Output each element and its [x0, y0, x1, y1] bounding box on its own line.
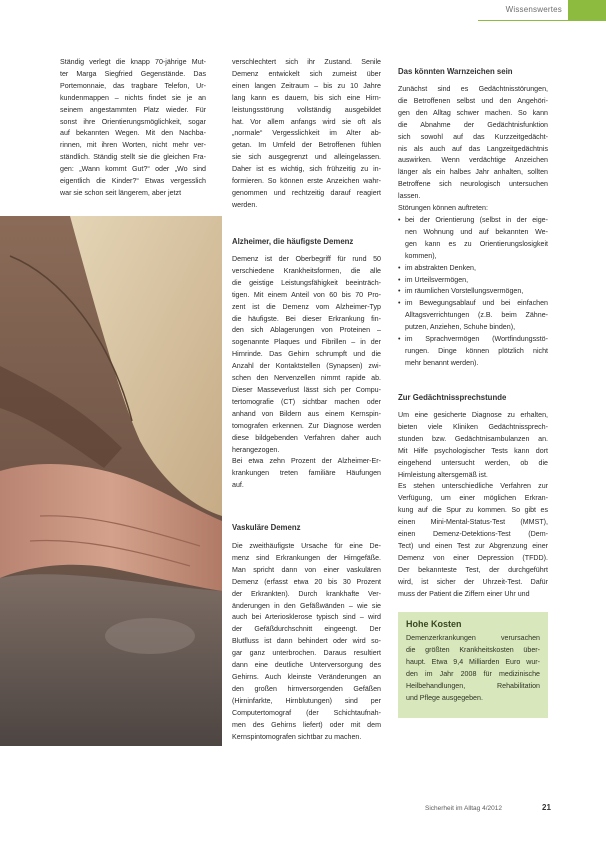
alzheimer-paragraph-1 — [232, 254, 381, 456]
photo-highlight — [105, 618, 195, 654]
bullet-item — [398, 275, 548, 287]
text-line: Demenz (erfasst etwa 20 bis 30 Prozent — [232, 577, 381, 586]
text-line: ter Marga Siegfried Gegenstände. Das — [60, 69, 206, 78]
text-line: Alltagsverrichtungen (z.B. beim Zähne- — [405, 311, 548, 320]
text-line: einen langen Zeitraum – bis zu 10 Jahre — [232, 81, 381, 90]
text-line: den im Jahr 2008 für medizinische — [406, 669, 540, 678]
text-line: den sich Ablagerungen von Proteinen – — [232, 326, 381, 335]
article-photo — [0, 216, 222, 746]
text-line: kundenmappen – nichts findet sie je an — [60, 93, 206, 102]
text-line: tigen. Mit einem Anteil von 60 bis 70 Pro- — [232, 290, 381, 299]
text-line: haupt. Etwa 9,4 Milliarden Euro wur- — [406, 657, 540, 666]
text-line: dann eine deutliche Unterversorgung des — [232, 661, 381, 670]
sprechstunde-paragraph-1 — [398, 410, 548, 481]
text-line: sogenannte Plaques und Fibrillen – in der — [232, 338, 381, 347]
text-line: die häufigste. Bei dieser Erkrankung fin- — [232, 314, 381, 323]
text-line: einen Mini-Mental-Status-Test (MMST), — [398, 518, 548, 527]
text-line: Dieser Masseverlust lässt sich per Compu- — [232, 385, 381, 394]
bullet-item — [398, 298, 548, 334]
text-line: sonst ihre Orientierungsmöglichkeit, sogar — [60, 117, 206, 126]
text-line: lassen. — [398, 192, 421, 201]
text-line: Ständig verlegt die knapp 70-jährige Mut- — [60, 58, 206, 66]
photo-lower-fabric — [0, 574, 222, 746]
info-box-kosten — [398, 612, 548, 718]
text-line: Demenz ist der Oberbegriff für rund 50 — [232, 255, 381, 263]
text-line: änderungen in den Gefäßwänden – wie sie — [232, 601, 381, 610]
text-line: genommen und rechtzeitig darauf reagiert — [232, 188, 381, 197]
text-line: menz sind Erkrankungen der Hirngefäße. — [232, 553, 381, 562]
text-line: eigentlich die Kinder?“ Etwas vergesslich — [60, 177, 206, 186]
text-line: bei der Orientierung (selbst in der eige- — [405, 215, 548, 224]
text-line: Computertomograf (der Schichtaufnah- — [232, 708, 381, 717]
bullet-marker: • — [398, 287, 401, 296]
text-line: im Sprachvermögen (Wortfindungsstö- — [405, 335, 548, 344]
heading-vaskulaer: Vaskuläre Demenz — [232, 523, 301, 532]
text-line: die größten Krankheitskosten über- — [406, 645, 540, 654]
text-line: kung auf die Spur zu kommen. So gibt es — [398, 506, 548, 515]
heading-warnzeichen: Das könnten Warnzeichen sein — [398, 67, 513, 76]
text-line: Hirnleistung altersgemäß ist. — [398, 470, 488, 479]
text-line: Um eine gesicherte Diagnose zu erhalten, — [398, 411, 548, 419]
text-line: war sie schon seit längerem, aber jetzt — [60, 188, 182, 197]
text-line: auf. — [232, 481, 244, 490]
bullet-text — [405, 263, 548, 275]
bullet-marker: • — [398, 299, 401, 308]
text-line: der Erkrankten). Durch krankhafte Ver- — [232, 589, 381, 598]
text-line: ständlich. Ständig stellt sie die gleichen Fra- — [60, 153, 206, 162]
text-line: Gehirns. Auch kleinste Veränderungen an — [232, 672, 381, 681]
text-line: kommen), — [405, 251, 437, 260]
bullet-text — [405, 298, 548, 334]
text-line: den großen hirnversorgenden Gefäßen — [232, 684, 381, 693]
heading-alzheimer: Alzheimer, die häufigste Demenz — [232, 237, 354, 246]
text-line: Zunächst sind es Gedächtnisstörungen, — [398, 85, 548, 93]
text-line: nen Wohnung und auf bekannten We- — [405, 227, 548, 236]
alzheimer-paragraph — [232, 254, 381, 492]
text-line: auswirken. Wenn verdächtige Anzeichen — [398, 156, 548, 165]
text-line: die Betroffenen selbst und den Angehöri- — [398, 96, 548, 105]
bullet-item — [398, 286, 548, 298]
header-rule — [478, 20, 606, 21]
bullet-marker: • — [398, 215, 401, 224]
text-line: bieten viele Kliniken Gedächtnissprech- — [398, 422, 548, 431]
text-line: im Urteilsvermögen, — [405, 275, 469, 284]
text-line: (Hirninfarkte, Hirnblutungen) sind per — [232, 696, 381, 705]
text-line: länger als ein halbes Jahr anhalten, sollten — [398, 168, 548, 177]
text-line: men des Gehirns liefert) oder mit dem — [232, 720, 381, 729]
text-line: Demenz von einer Depression (TFDD). — [398, 553, 548, 562]
alzheimer-paragraph-2 — [232, 456, 381, 492]
text-line: gen kann es zu Orientierungslosigkeit — [405, 239, 548, 248]
text-line: schen den Nervenzellen nimmt rapide ab. — [232, 374, 381, 383]
section-label: Wissenswertes — [505, 5, 562, 14]
page-number: 21 — [542, 803, 551, 812]
text-line: auch bei Arteriosklerose typisch sind – wird — [232, 613, 381, 622]
bullet-marker: • — [398, 275, 401, 284]
text-line: zent ist die Demenz vom Alzheimer-Typ — [232, 302, 381, 311]
text-line: rinnen, mit ihren Worten, nicht mehr ver- — [60, 141, 206, 150]
bullet-text — [405, 334, 548, 370]
text-line: der Gefäßdurchschnitt eingeengt. Der — [232, 625, 381, 634]
warnzeichen-paragraph — [398, 84, 548, 203]
text-line: diese bildgebenden Verfahren daher auch — [232, 433, 381, 442]
text-line: Verfügung, um einer möglichen Erkran- — [398, 494, 548, 503]
text-line: tomografen erkennen. Zur Diagnose werden — [232, 421, 381, 430]
text-line: Es stehen unterschiedliche Verfahren zur — [398, 482, 548, 491]
text-line: die geistige Leistungsfähigkeit beeinträch- — [232, 278, 381, 287]
text-line: eingehend untersucht werden, ob die — [398, 458, 548, 467]
text-line: Betroffene sich neurologisch untersuchen — [398, 180, 548, 189]
text-line: Die zweithäufigste Ursache für eine De- — [232, 542, 381, 550]
text-line: Kernspintomografen sichtbar zu machen. — [232, 732, 362, 741]
text-line: seinem angestammten Platz wieder. Für — [60, 105, 206, 114]
bullet-marker: • — [398, 263, 401, 272]
bullet-marker: • — [398, 335, 401, 344]
text-line: rungen. Dinge können plötzlich nicht — [405, 346, 548, 355]
text-line: gen den Alltag schwer machen. So kann — [398, 108, 548, 117]
text-line: getan. Im Umfeld der Betroffenen fühlen — [232, 141, 381, 150]
text-line: Hirnrinde. Das Gehirn schrumpft und die — [232, 350, 381, 359]
text-line: Der bekannteste Test, der durchgeführt — [398, 565, 548, 574]
text-line: Man spricht dann von einer vaskulären — [232, 565, 381, 574]
text-line: Demenz entwickelt sich zumeist über — [232, 69, 381, 78]
text-line: lang kann es dauern, bis sich eine Hirn- — [232, 93, 381, 102]
bullet-text — [405, 215, 548, 263]
text-line: stunden bzw. Gedächtnisambulanzen an. — [398, 434, 548, 443]
text-line: Bei etwa zehn Prozent der Alzheimer-Er- — [232, 457, 381, 466]
sprechstunde-paragraph-2 — [398, 481, 548, 600]
text-line: herangezogen. — [232, 445, 280, 454]
bullet-item — [398, 334, 548, 370]
text-line: muss der Patient die Ziffern einer Uhr und — [398, 589, 530, 598]
text-line: nis als auch auf das Langzeitgedächtnis — [398, 144, 548, 153]
heading-sprechstunde: Zur Gedächtnissprechstunde — [398, 393, 507, 402]
middle-column-intro — [232, 57, 381, 212]
text-line: anhand von Bildern aus einem Kernspin- — [232, 409, 381, 418]
text-line: Heilbehandlungen, Rehabilitation — [406, 681, 540, 690]
text-line: die Abnahme der Gedächtnisfunktion — [398, 120, 548, 129]
info-box-text — [398, 633, 548, 704]
warnzeichen-block — [398, 84, 548, 370]
text-line: Tect) und einen Test zur Abgrenzung einer — [398, 541, 548, 550]
text-line: krankungen treten familiäre Häufungen — [232, 469, 381, 478]
text-line: formieren. So können erste Anzeichen wahr- — [232, 177, 381, 186]
text-line: werden. — [232, 200, 258, 209]
text-line: Blutfluss ist dann behindert oder wird so- — [232, 637, 381, 646]
text-line: im räumlichen Vorstellungsvermögen, — [405, 287, 524, 296]
info-box-heading: Hohe Kosten — [406, 619, 462, 629]
bullet-item — [398, 215, 548, 263]
text-line: sich sowohl auf das Kurzzeitgedächt- — [398, 132, 548, 141]
text-line: mehr benannt werden). — [405, 358, 479, 367]
text-line: sie sich ausgegrenzt und alleingelassen. — [232, 153, 381, 162]
bullet-text — [405, 275, 548, 287]
text-line: „normale“ Vergesslichkeit im Alter ab- — [232, 129, 381, 138]
text-line: auf bekannten Wegen. Mit den Nachba- — [60, 129, 206, 138]
text-line: Mit Hilfe psychologischer Tests kann dort — [398, 446, 548, 455]
vaskulaer-paragraph — [232, 541, 381, 743]
section-tab — [568, 0, 606, 20]
text-line: und Pflege ausgegeben. — [406, 693, 483, 702]
left-column-intro — [60, 57, 206, 200]
text-line: Portemonnaie, das tragbare Telefon, Ur- — [60, 81, 206, 90]
text-line: verschiedene Krankheitsformen, die alle — [232, 266, 381, 275]
bullet-text — [405, 286, 548, 298]
text-line: gar ganz unterbrochen. Daraus resultiert — [232, 649, 381, 658]
warnzeichen-list — [398, 215, 548, 370]
warnzeichen-lead: Störungen können auftreten: — [398, 204, 488, 213]
text-line: Anzahl der Kontaktstellen (Synapsen) zwi- — [232, 362, 381, 371]
sprechstunde-block — [398, 410, 548, 601]
text-line: hat. Vor allem anfangs wird sie oft als — [232, 117, 381, 126]
text-line: leistungsstörung vollständig ausgebildet — [232, 105, 381, 114]
text-line: gen: „Wann kommt Gut?“ oder „Wo sind — [60, 165, 206, 174]
text-line: putzen, Anziehen, Schuhe binden), — [405, 323, 516, 332]
text-line: Demenzerkrankungen verursachen — [406, 634, 540, 642]
text-line: Daher ist es wichtig, sich frühzeitig zu in- — [232, 165, 381, 174]
text-line: im Bewegungsablauf und bei einfachen — [405, 299, 548, 308]
text-line: einen Demenz-Detektions-Test (Dem- — [398, 530, 548, 539]
text-line: wird, ist sicher der Uhrzeit-Test. Dafür — [398, 577, 548, 586]
bullet-item — [398, 263, 548, 275]
text-line: verschlechtert sich ihr Zustand. Senile — [232, 58, 381, 66]
footer-publication: Sicherheit im Alltag 4/2012 — [425, 805, 502, 812]
text-line: im abstrakten Denken, — [405, 263, 476, 272]
text-line: tertomografie (CT) sichtbar machen oder — [232, 397, 381, 406]
